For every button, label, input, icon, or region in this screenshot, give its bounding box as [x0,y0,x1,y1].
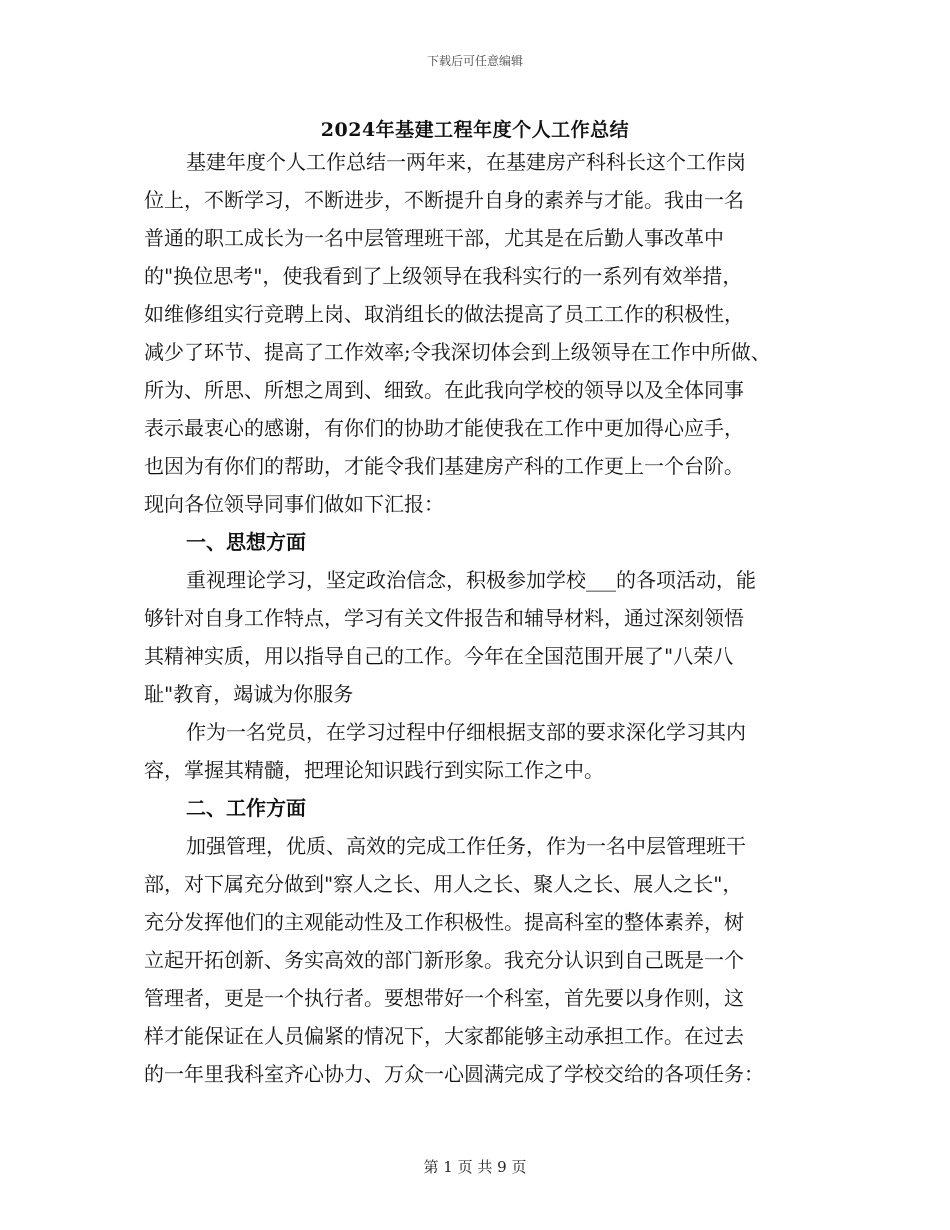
text-line: 现向各位领导同事们做如下汇报： [144,492,444,516]
text-line: 加强管理，优质、高效的完成工作任务，作为一名中层管理班干 [186,834,746,858]
text-line: 容，掌握其精髓，把理论知识践行到实际工作之中。 [144,758,604,782]
text-line: 也因为有你们的帮助，才能令我们基建房产科的工作更上一个台阶。 [144,454,744,478]
text-line: 表示最衷心的感谢，有你们的协助才能使我在工作中更加得心应手， [144,416,744,440]
text-line: 基建年度个人工作总结一两年来，在基建房产科科长这个工作岗 [186,150,746,174]
text-line: 如维修组实行竞聘上岗、取消组长的做法提高了员工工作的积极性， [144,302,744,326]
page-footer: 第 1 页 共 9 页 [423,1158,527,1176]
text-line: 所为、所思、所想之周到、细致。在此我向学校的领导以及全体同事 [144,378,744,402]
text-line: 立起开拓创新、务实高效的部门新形象。我充分认识到自己既是一个 [144,948,744,972]
text-line: 重视理论学习，坚定政治信念，积极参加学校___的各项活动，能 [186,568,756,592]
text-line: 够针对自身工作特点，学习有关文件报告和辅导材料，通过深刻领悟 [144,606,744,630]
text-line: 部，对下属充分做到"察人之长、用人之长、聚人之长、展人之长"， [144,872,743,896]
text-line: 作为一名党员，在学习过程中仔细根据支部的要求深化学习其内 [186,720,746,744]
text-line: 的"换位思考"，使我看到了上级领导在我科实行的一系列有效举措， [144,264,743,288]
page-title: 2024年基建工程年度个人工作总结 [320,119,630,141]
section-heading-thought: 一、思想方面 [186,530,306,554]
text-line: 样才能保证在人员偏紧的情况下，大家都能够主动承担工作。在过去 [144,1024,744,1048]
text-line: 普通的职工成长为一名中层管理班干部，尤其是在后勤人事改革中 [144,226,724,250]
header-note: 下载后可任意编辑 [426,54,523,68]
text-line: 的一年里我科室齐心协力、万众一心圆满完成了学校交给的各项任务： [144,1062,764,1086]
text-line: 管理者，更是一个执行者。要想带好一个科室，首先要以身作则，这 [144,986,744,1010]
text-line: 减少了环节、提高了工作效率;令我深切体会到上级领导在工作中所做、 [144,340,771,364]
section-heading-work: 二、工作方面 [186,796,306,820]
text-line: 位上，不断学习，不断进步，不断提升自身的素养与才能。我由一名 [144,188,744,212]
text-line: 充分发挥他们的主观能动性及工作积极性。提高科室的整体素养，树 [144,910,744,934]
text-line: 耻"教育，竭诚为你服务 [144,682,354,706]
text-line: 其精神实质，用以指导自己的工作。今年在全国范围开展了"八荣八 [144,644,734,668]
